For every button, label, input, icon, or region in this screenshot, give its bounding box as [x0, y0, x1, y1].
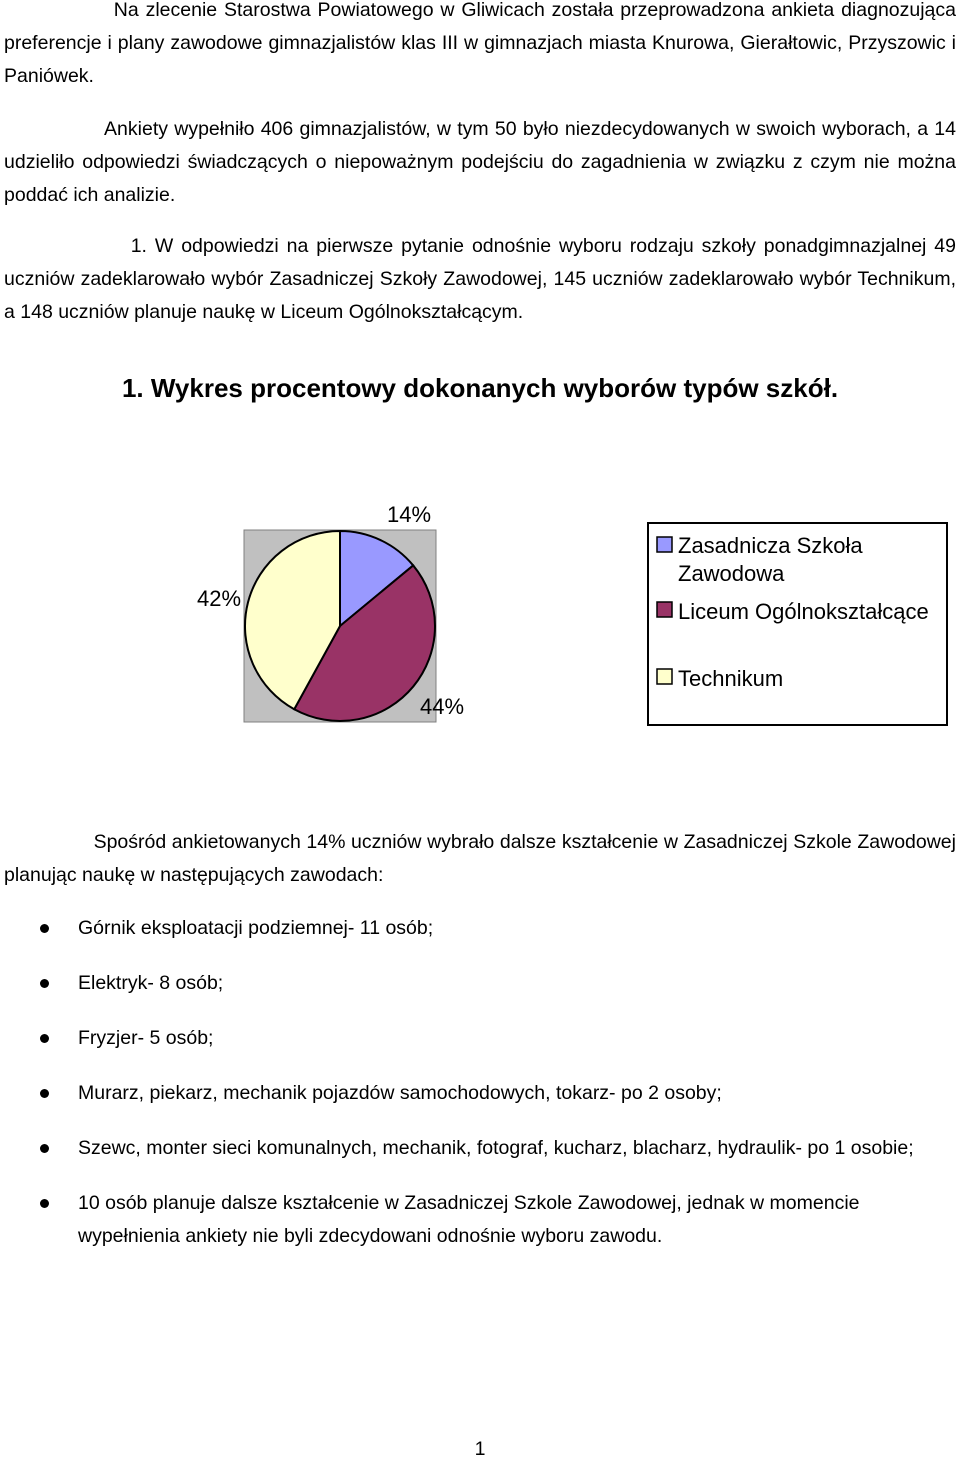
- slice-label: 42%: [196, 586, 242, 611]
- bullet-icon: [40, 924, 49, 933]
- list-item: [0, 912, 960, 945]
- slice-label: 14%: [386, 502, 432, 527]
- bullet-icon: [40, 1144, 49, 1153]
- legend: [648, 523, 947, 725]
- intro-paragraph: Na zlecenie Starostwa Powiatowego w Gliwicach została przeprowadzona ankieta diagnozująca preferencje i plany zawodowe gimnazjalistów klas III w gimnazjach miasta Knurowa, Gierałtowic, Przyszowic i Paniówek.: [4, 0, 956, 87]
- bullet-icon: [40, 979, 49, 988]
- legend-label: Technikum: [678, 666, 784, 691]
- legend-swatch: [657, 602, 672, 617]
- list-item-text: Murarz, piekarz, mechanik pojazdów samochodowych, tokarz- po 2 osoby;: [78, 1082, 722, 1104]
- legend-swatch: [657, 669, 672, 684]
- list-item-text: 10 osób planuje dalsze kształcenie w Zasadniczej Szkole Zawodowej, jednak w momencie wypełnienia ankiety nie byli zdecydowani odnośnie wyboru zawodu.: [78, 1192, 860, 1247]
- list-item: [0, 1132, 960, 1165]
- list-item: [0, 1077, 960, 1110]
- legend-swatch: [657, 537, 672, 552]
- list-item-text: Fryzjer- 5 osób;: [78, 1027, 214, 1049]
- list-item: [0, 967, 960, 1000]
- list-item: [0, 1022, 960, 1055]
- bullet-icon: [40, 1089, 49, 1098]
- survey-summary-paragraph: Ankiety wypełniło 406 gimnazjalistów, w tym 50 było niezdecydowanych w swoich wyborach, a 14 udzieliło odpowiedzi świadczących o niepoważnym podejściu do zagadnienia w związku z czym nie można poddać ich analizie.: [4, 118, 956, 206]
- legend-label: Liceum Ogólnokształcące: [678, 599, 929, 624]
- page-number: 1: [474, 1438, 486, 1460]
- chart-heading: 1. Wykres procentowy dokonanych wyborów typów szkół.: [121, 373, 839, 403]
- zsz-intro-paragraph: Spośród ankietowanych 14% uczniów wybrało dalsze kształcenie w Zasadniczej Szkole Zawodowej planując naukę w następujących zawodach:: [4, 831, 956, 886]
- list-item-text: Szewc, monter sieci komunalnych, mechanik, fotograf, kucharz, blacharz, hydraulik- po 1 osobie;: [78, 1137, 914, 1159]
- school-choice-pie-chart: [0, 480, 960, 740]
- list-item-text: Górnik eksploatacji podziemnej- 11 osób;: [78, 917, 434, 939]
- list-item: [0, 1187, 960, 1253]
- legend-label: Zasadnicza Szkoła Zawodowa: [678, 533, 863, 586]
- bullet-icon: [40, 1199, 49, 1208]
- list-item-text: Elektryk- 8 osób;: [78, 972, 224, 994]
- question1-paragraph: 1. W odpowiedzi na pierwsze pytanie odnośnie wyboru rodzaju szkoły ponadgimnazjalnej 49 uczniów zadeklarowało wybór Zasadniczej Szkoły Zawodowej, 145 uczniów zadeklarowało wybór Technikum, a 148 uczniów planuje naukę w Liceum Ogólnokształcącym.: [4, 235, 956, 323]
- slice-label: 44%: [419, 694, 465, 719]
- profession-list: [0, 912, 960, 1275]
- bullet-icon: [40, 1034, 49, 1043]
